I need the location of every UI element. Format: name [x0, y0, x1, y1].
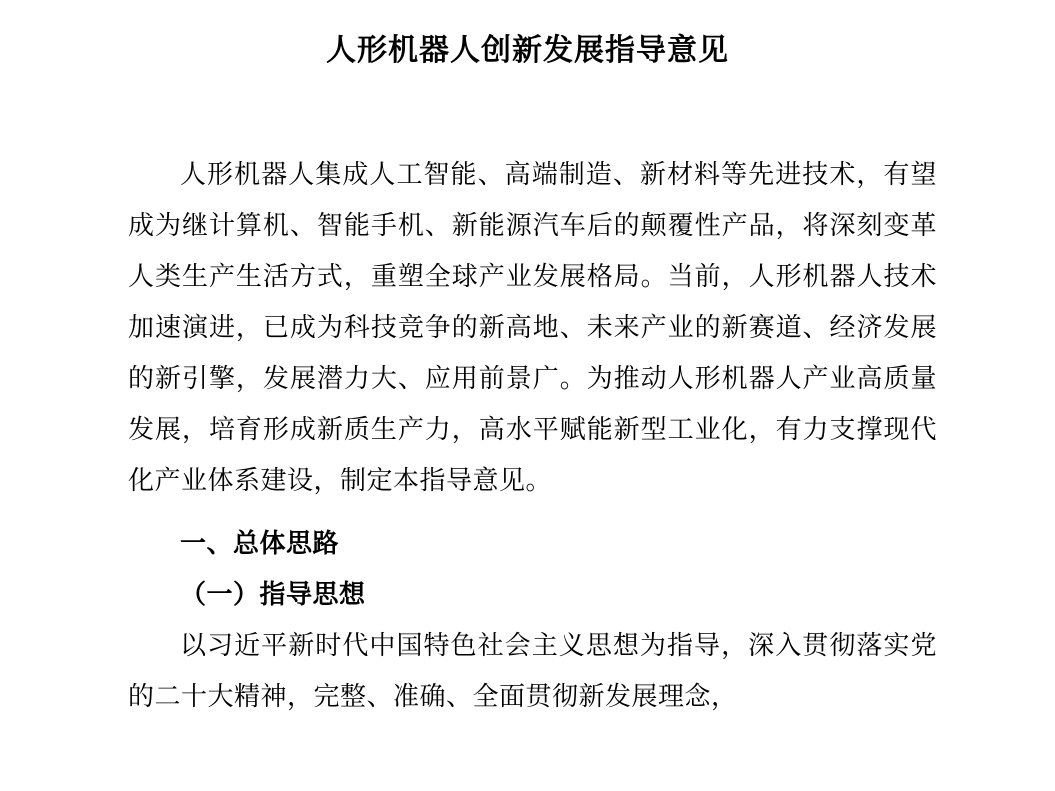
subsection-heading-guiding-ideology: （一）指导思想 [180, 580, 366, 610]
document-body [0, 150, 1055, 723]
section-heading-overall-approach: 一、总体思路 [180, 529, 340, 559]
page-title: 人形机器人创新发展指导意见 [326, 33, 729, 68]
paragraph-intro: 人形机器人集成人工智能、高端制造、新材料等先进技术，有望成为继计算机、智能手机、新能源汽车后的颠覆性产品，将深刻变革人类生产生活方式，重塑全球产业发展格局。当前，人形机器人技术加速演进，已成为科技竞争的新高地、未来产业的新赛道、经济发展的新引擎，发展潜力大、应用前景广。为推动人形机器人产业高质量发展，培育形成新质生产力，高水平赋能新型工业化，有力支撑现代化产业体系建设，制定本指导意见。 [128, 160, 937, 496]
paragraph-guiding-ideology: 以习近平新时代中国特色社会主义思想为指导，深入贯彻落实党的二十大精神，完整、准确、全面贯彻新发展理念， [128, 631, 937, 712]
